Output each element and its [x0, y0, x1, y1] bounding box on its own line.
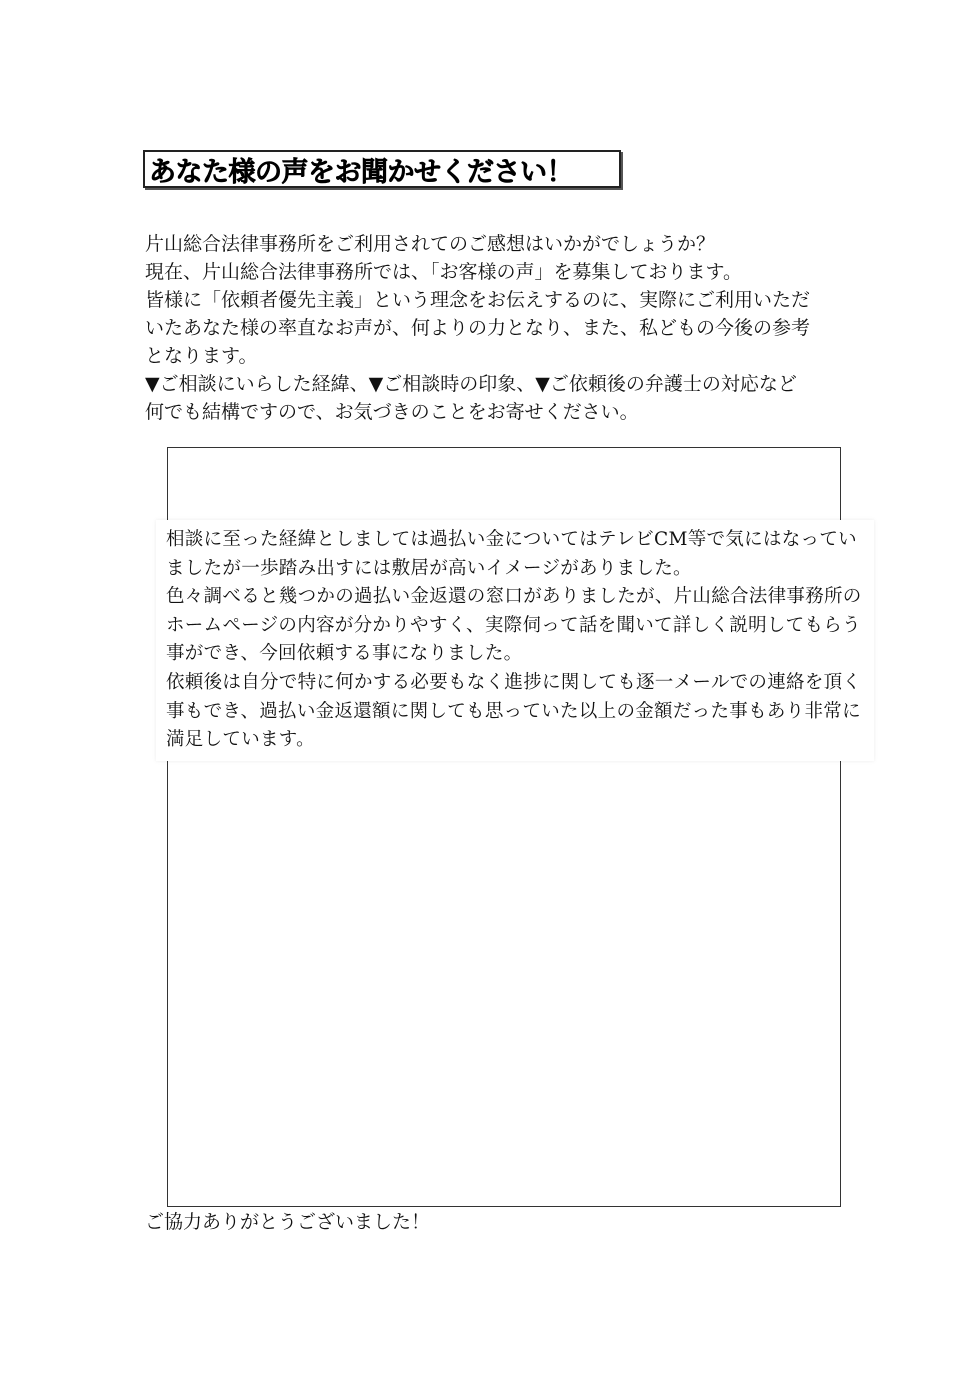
comment-paragraph: 色々調べると幾つかの過払い金返還の窓口がありましたが、片山総合法律事務所のホームページの内容が分かりやすく、実際伺って話を聞いて詳しく説明してもらう事ができ、今回依頼する事になりました。: [166, 586, 862, 665]
intro-line: 皆様に「依頼者優先主義」という理念をお伝えするのに、実際にご利用いただ: [145, 289, 811, 311]
intro-line: いたあなた様の率直なお声が、何よりの力となり、また、私どもの今後の参考: [145, 317, 811, 339]
comment-paragraph: 依頼後は自分で特に何かする必要もなく進捗に関しても逐一メールでの連絡を頂く事もでき、過払い金返還額に関しても思っていた以上の金額だった事もあり非常に満足しています。: [166, 671, 862, 751]
customer-comment: [156, 520, 874, 761]
intro-line: 現在、片山総合法律事務所では、「お客様の声」を募集しております。: [145, 261, 742, 283]
comment-paragraph: 相談に至った経緯としましては過払い金についてはテレビCM等で気にはなっていましたが一歩踏み出すには敷居が高いイメージがありました。: [166, 529, 857, 579]
title-box: [143, 150, 621, 188]
intro-text: [145, 230, 865, 426]
intro-line: 片山総合法律事務所をご利用されてのご感想はいかがでしょうか？: [145, 233, 716, 255]
intro-line: となります。: [145, 345, 258, 367]
page-title: あなた様の声をお聞かせください！: [149, 156, 573, 188]
intro-line: 何でも結構ですので、お気づきのことをお寄せください。: [145, 401, 639, 423]
intro-line: ▼ご相談にいらした経緯、▼ご相談時の印象、▼ご依頼後の弁護士の対応など: [145, 373, 797, 395]
closing-message: ご協力ありがとうございました！: [145, 1211, 431, 1233]
